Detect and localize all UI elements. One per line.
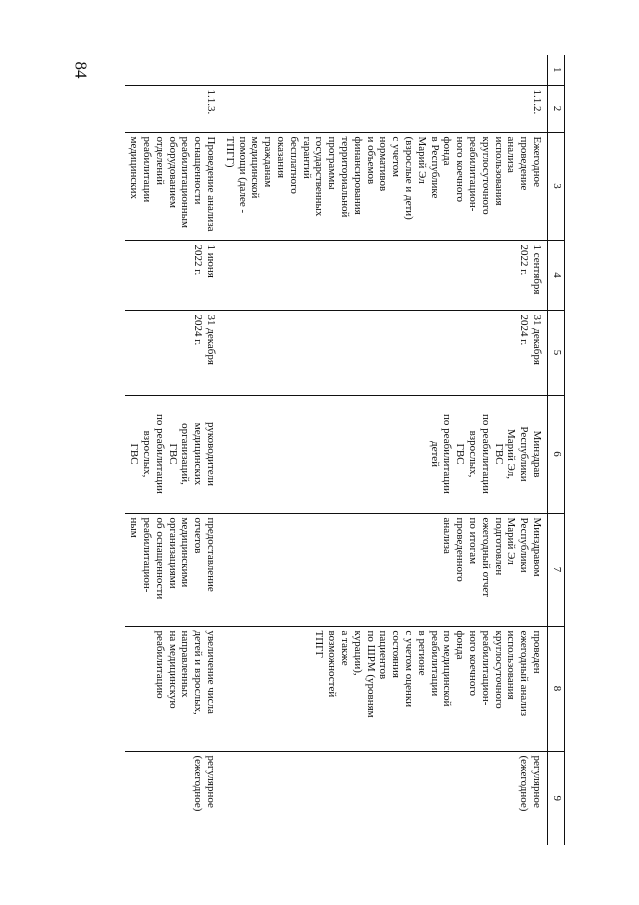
expected-effect: увеличение числа детей и взрослых, направленных на медицинскую реабилитацию [126, 626, 222, 751]
column-header: 5 [548, 310, 565, 395]
end-date: 31 декабря 2024 г. [221, 310, 547, 395]
column-header: 2 [548, 85, 565, 132]
start-date: 1 июня 2022 г. [126, 240, 222, 310]
periodicity: регулярное (ежегодное) [221, 751, 547, 845]
column-header: 9 [548, 751, 565, 845]
measure-name: Проведение анализа оснащенности реабилитационным оборудованием отделений реабилитации медицинских [126, 132, 222, 240]
start-date: 1 сентября 2022 г. [221, 240, 547, 310]
rotated-table-container [113, 0, 585, 905]
result-characteristic: Минздравом Республики Марий Эл подготовлен ежегодный отчет по итогам проведенного анализа [221, 513, 547, 626]
column-header: 1 [548, 55, 565, 85]
periodicity: регулярное (ежегодное) [126, 751, 222, 845]
item-number: 1.1.2. [221, 85, 547, 132]
result-characteristic: предоставление отчетов медицинскими организациями об оснащенности реабилитацион- ным [126, 513, 222, 626]
item-number: 1.1.3. [126, 85, 222, 132]
responsible-executors: руководители медицинских организаций, ГВС по реабилитации взрослых, ГВС [126, 395, 222, 513]
table-row [126, 55, 222, 845]
end-date: 31 декабря 2024 г. [126, 310, 222, 395]
column-header: 7 [548, 513, 565, 626]
measure-name: Ежегодное проведение анализа использования круглосуточного реабилитацион- ного коечного фонда в Республике Марий Эл (взрослые и дети) с учетом нормативов и объемов финансирования территориальной программы государственных гарантий бесплатного оказания гражданам медицинской помощи (далее - ТПГГ) [221, 132, 547, 240]
plan-table [126, 55, 566, 845]
expected-effect: проведен ежегодный анализ использования круглосуточного реабилитацион- ного коечного фонда по медицинской реабилитации в регионе с учетом оценки состояния пациентов по ШРМ (уровням курации), а также возможностей ТПГГ [221, 626, 547, 751]
responsible-executors: Минздрав Республики Марий Эл, ГВС по реабилитации взрослых, ГВС по реабилитации детей [221, 395, 547, 513]
column-header: 4 [548, 240, 565, 310]
column-header: 8 [548, 626, 565, 751]
page-number: 84 [71, 61, 91, 79]
cell-col1 [221, 55, 547, 85]
table-row [221, 55, 547, 845]
column-number-row [548, 55, 565, 845]
column-header: 3 [548, 132, 565, 240]
column-header: 6 [548, 395, 565, 513]
cell-col1 [126, 55, 222, 85]
